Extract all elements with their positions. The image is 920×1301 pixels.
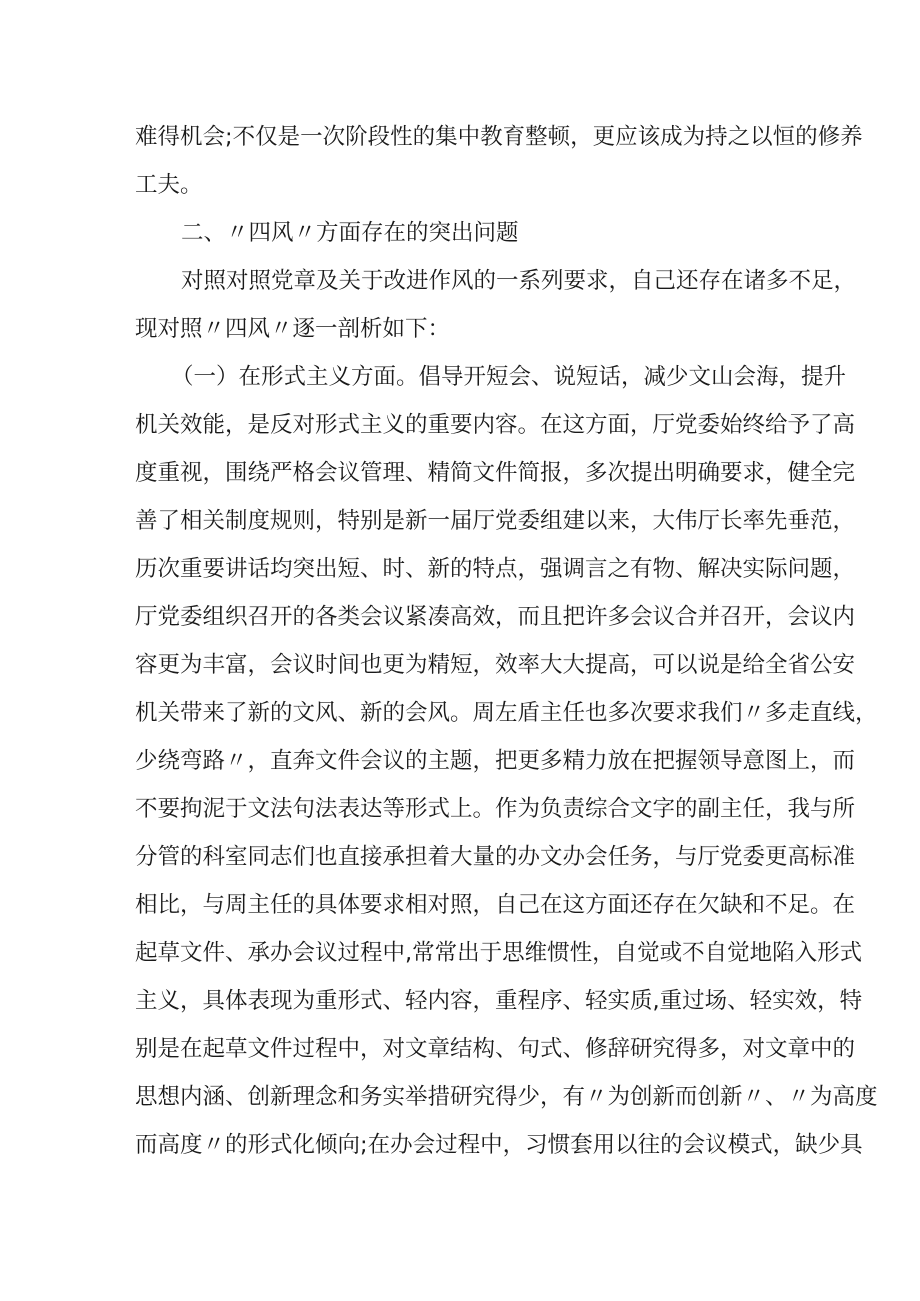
paragraph-line: 相比，与周主任的具体要求相对照，自己在这方面还存在欠缺和不足。在 [135, 892, 856, 918]
paragraph-line: 容更为丰富，会议时间也更为精短，效率大大提高，可以说是给全省公安 [135, 652, 856, 678]
paragraph-line: （一）在形式主义方面。倡导开短会、说短话，减少文山会海，提升 [171, 364, 847, 390]
paragraph-line: 工夫。 [135, 172, 203, 198]
paragraph-line: 不要拘泥于文法句法表达等形式上。作为负责综合文字的副主任，我与所 [135, 796, 856, 822]
paragraph-line: 厅党委组织召开的各类会议紧凑高效，而且把许多会议合并召开，会议内 [135, 604, 856, 630]
paragraph-line: 机关效能，是反对形式主义的重要内容。在这方面，厅党委始终给予了高 [135, 412, 856, 438]
paragraph-line: 而高度〃的形式化倾向;在办会过程中，习惯套用以往的会议模式，缺少具 [135, 1132, 863, 1158]
section-heading: 二、〃四风〃方面存在的突出问题 [181, 220, 519, 246]
paragraph-line: 少绕弯路〃，直奔文件会议的主题，把更多精力放在把握领导意图上，而 [135, 748, 856, 774]
paragraph-line: 难得机会;不仅是一次阶段性的集中教育整顿，更应该成为持之以恒的修养 [135, 124, 863, 150]
paragraph-line: 别是在起草文件过程中，对文章结构、句式、修辞研究得多，对文章中的 [135, 1036, 856, 1062]
paragraph-line: 分管的科室同志们也直接承担着大量的办文办会任务，与厅党委更高标准 [135, 844, 856, 870]
paragraph-line: 主义，具体表现为重形式、轻内容，重程序、轻实质,重过场、轻实效，特 [135, 988, 863, 1014]
paragraph-line: 起草文件、承办会议过程中,常常出于思维惯性，自觉或不自觉地陷入形式 [135, 940, 863, 966]
paragraph-line: 善了相关制度规则，特别是新一届厅党委组建以来，大伟厅长率先垂范， [135, 508, 856, 534]
paragraph-line: 思想内涵、创新理念和务实举措研究得少，有〃为创新而创新〃、〃为高度 [135, 1084, 878, 1110]
paragraph-line: 对照对照党章及关于改进作风的一系列要求，自己还存在诸多不足， [181, 268, 857, 294]
paragraph-line: 度重视，围绕严格会议管理、精简文件简报，多次提出明确要求，健全完 [135, 460, 856, 486]
paragraph-line: 历次重要讲话均突出短、时、新的特点，强调言之有物、解决实际问题， [135, 556, 856, 582]
paragraph-line: 机关带来了新的文风、新的会风。周左盾主任也多次要求我们〃多走直线， [135, 700, 878, 726]
paragraph-line: 现对照〃四风〃逐一剖析如下： [135, 316, 451, 342]
